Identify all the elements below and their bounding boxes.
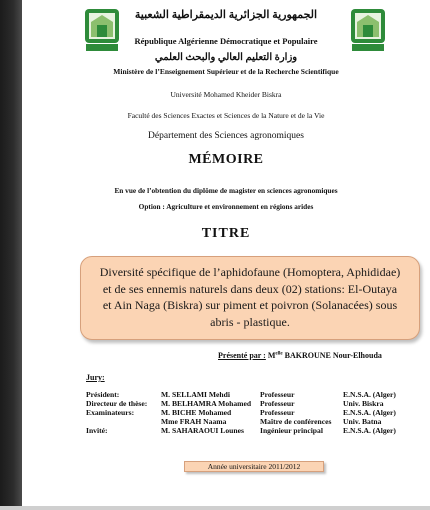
jury-name: Mme FRAH Naama <box>161 417 227 426</box>
department-name: Département des Sciences agronomiques <box>148 131 304 141</box>
ministry-heading: Ministère de l’Enseignement Supérieur et de la Recherche Scientifique <box>113 67 339 76</box>
title-label: TITRE <box>201 226 251 241</box>
jury-name: M. BELHAMRA Mohamed <box>161 399 252 408</box>
thesis-title-line: et de ses ennemis naturels dans deux (02) stations: El-Outaya <box>102 281 398 296</box>
university-name: Université Mohamed Kheider Biskra <box>170 90 282 99</box>
jury-role: Président: <box>86 390 120 399</box>
jury-row <box>86 408 396 417</box>
academic-year: Année universitaire 2011/2012 <box>184 461 324 472</box>
jury-label: Jury: <box>86 373 105 382</box>
jury-affiliation: E.N.S.A. (Alger) <box>343 390 396 399</box>
author-title-sup: elle <box>275 351 283 357</box>
thesis-title-line: et Ain Naga (Biskra) sur piment et poivron (Solanacées) sous <box>102 298 398 312</box>
jury-grade: Professeur <box>260 390 295 399</box>
thesis-title-line: abris - plastique. <box>210 314 290 329</box>
arabic-ministry-heading: وزارة التعليم العالي والبحث العلمي <box>154 52 298 63</box>
jury-affiliation: Univ. Batna <box>343 417 382 426</box>
presented-by-label: Présenté par : <box>218 351 266 360</box>
title-page <box>22 0 430 510</box>
jury-row <box>86 390 396 399</box>
jury-name: M. SAHARAOUI Lounes <box>161 426 244 435</box>
thesis-title-line: Diversité spécifique de l’aphidofaune (Homoptera, Aphididae) <box>99 265 401 279</box>
jury-row <box>86 426 396 435</box>
degree-option: Option : Agriculture et environnement en régions arides <box>138 202 314 211</box>
jury-grade: Professeur <box>260 408 295 417</box>
thesis-title-box <box>80 256 420 340</box>
jury-role <box>86 417 161 426</box>
faculty-name: Faculté des Sciences Exactes et Sciences de la Nature et de la Vie <box>127 111 325 120</box>
presented-by <box>218 351 382 360</box>
jury-role: Invité: <box>86 426 108 435</box>
author-title: M <box>267 351 276 360</box>
jury-row <box>86 417 396 426</box>
jury-row <box>86 399 396 408</box>
jury-grade: Ingénieur principal <box>260 426 323 435</box>
jury-table <box>86 390 396 435</box>
jury-name: M. SELLAMI Mehdi <box>161 390 230 399</box>
republic-heading: République Algérienne Démocratique et Populaire <box>134 36 318 46</box>
document-type: MÉMOIRE <box>188 152 264 167</box>
jury-role: Examinateurs: <box>86 408 135 417</box>
author-name: BAKROUNE Nour-Elhouda <box>284 351 382 360</box>
arabic-republic-heading: الجمهورية الجزائرية الديمقراطية الشعبية <box>134 9 318 21</box>
jury-grade: Maître de conférences <box>260 417 332 426</box>
jury-grade: Professeur <box>260 399 295 408</box>
document-frame-edge <box>0 0 22 510</box>
jury-name: M. BICHE Mohamed <box>161 408 232 417</box>
jury-affiliation: E.N.S.A. (Alger) <box>343 426 396 435</box>
degree-purpose: En vue de l’obtention du diplôme de magister en sciences agronomiques <box>114 186 338 195</box>
jury-affiliation: E.N.S.A. (Alger) <box>343 408 396 417</box>
jury-affiliation: Univ. Biskra <box>343 399 384 408</box>
jury-role: Directeur de thèse: <box>86 399 148 408</box>
